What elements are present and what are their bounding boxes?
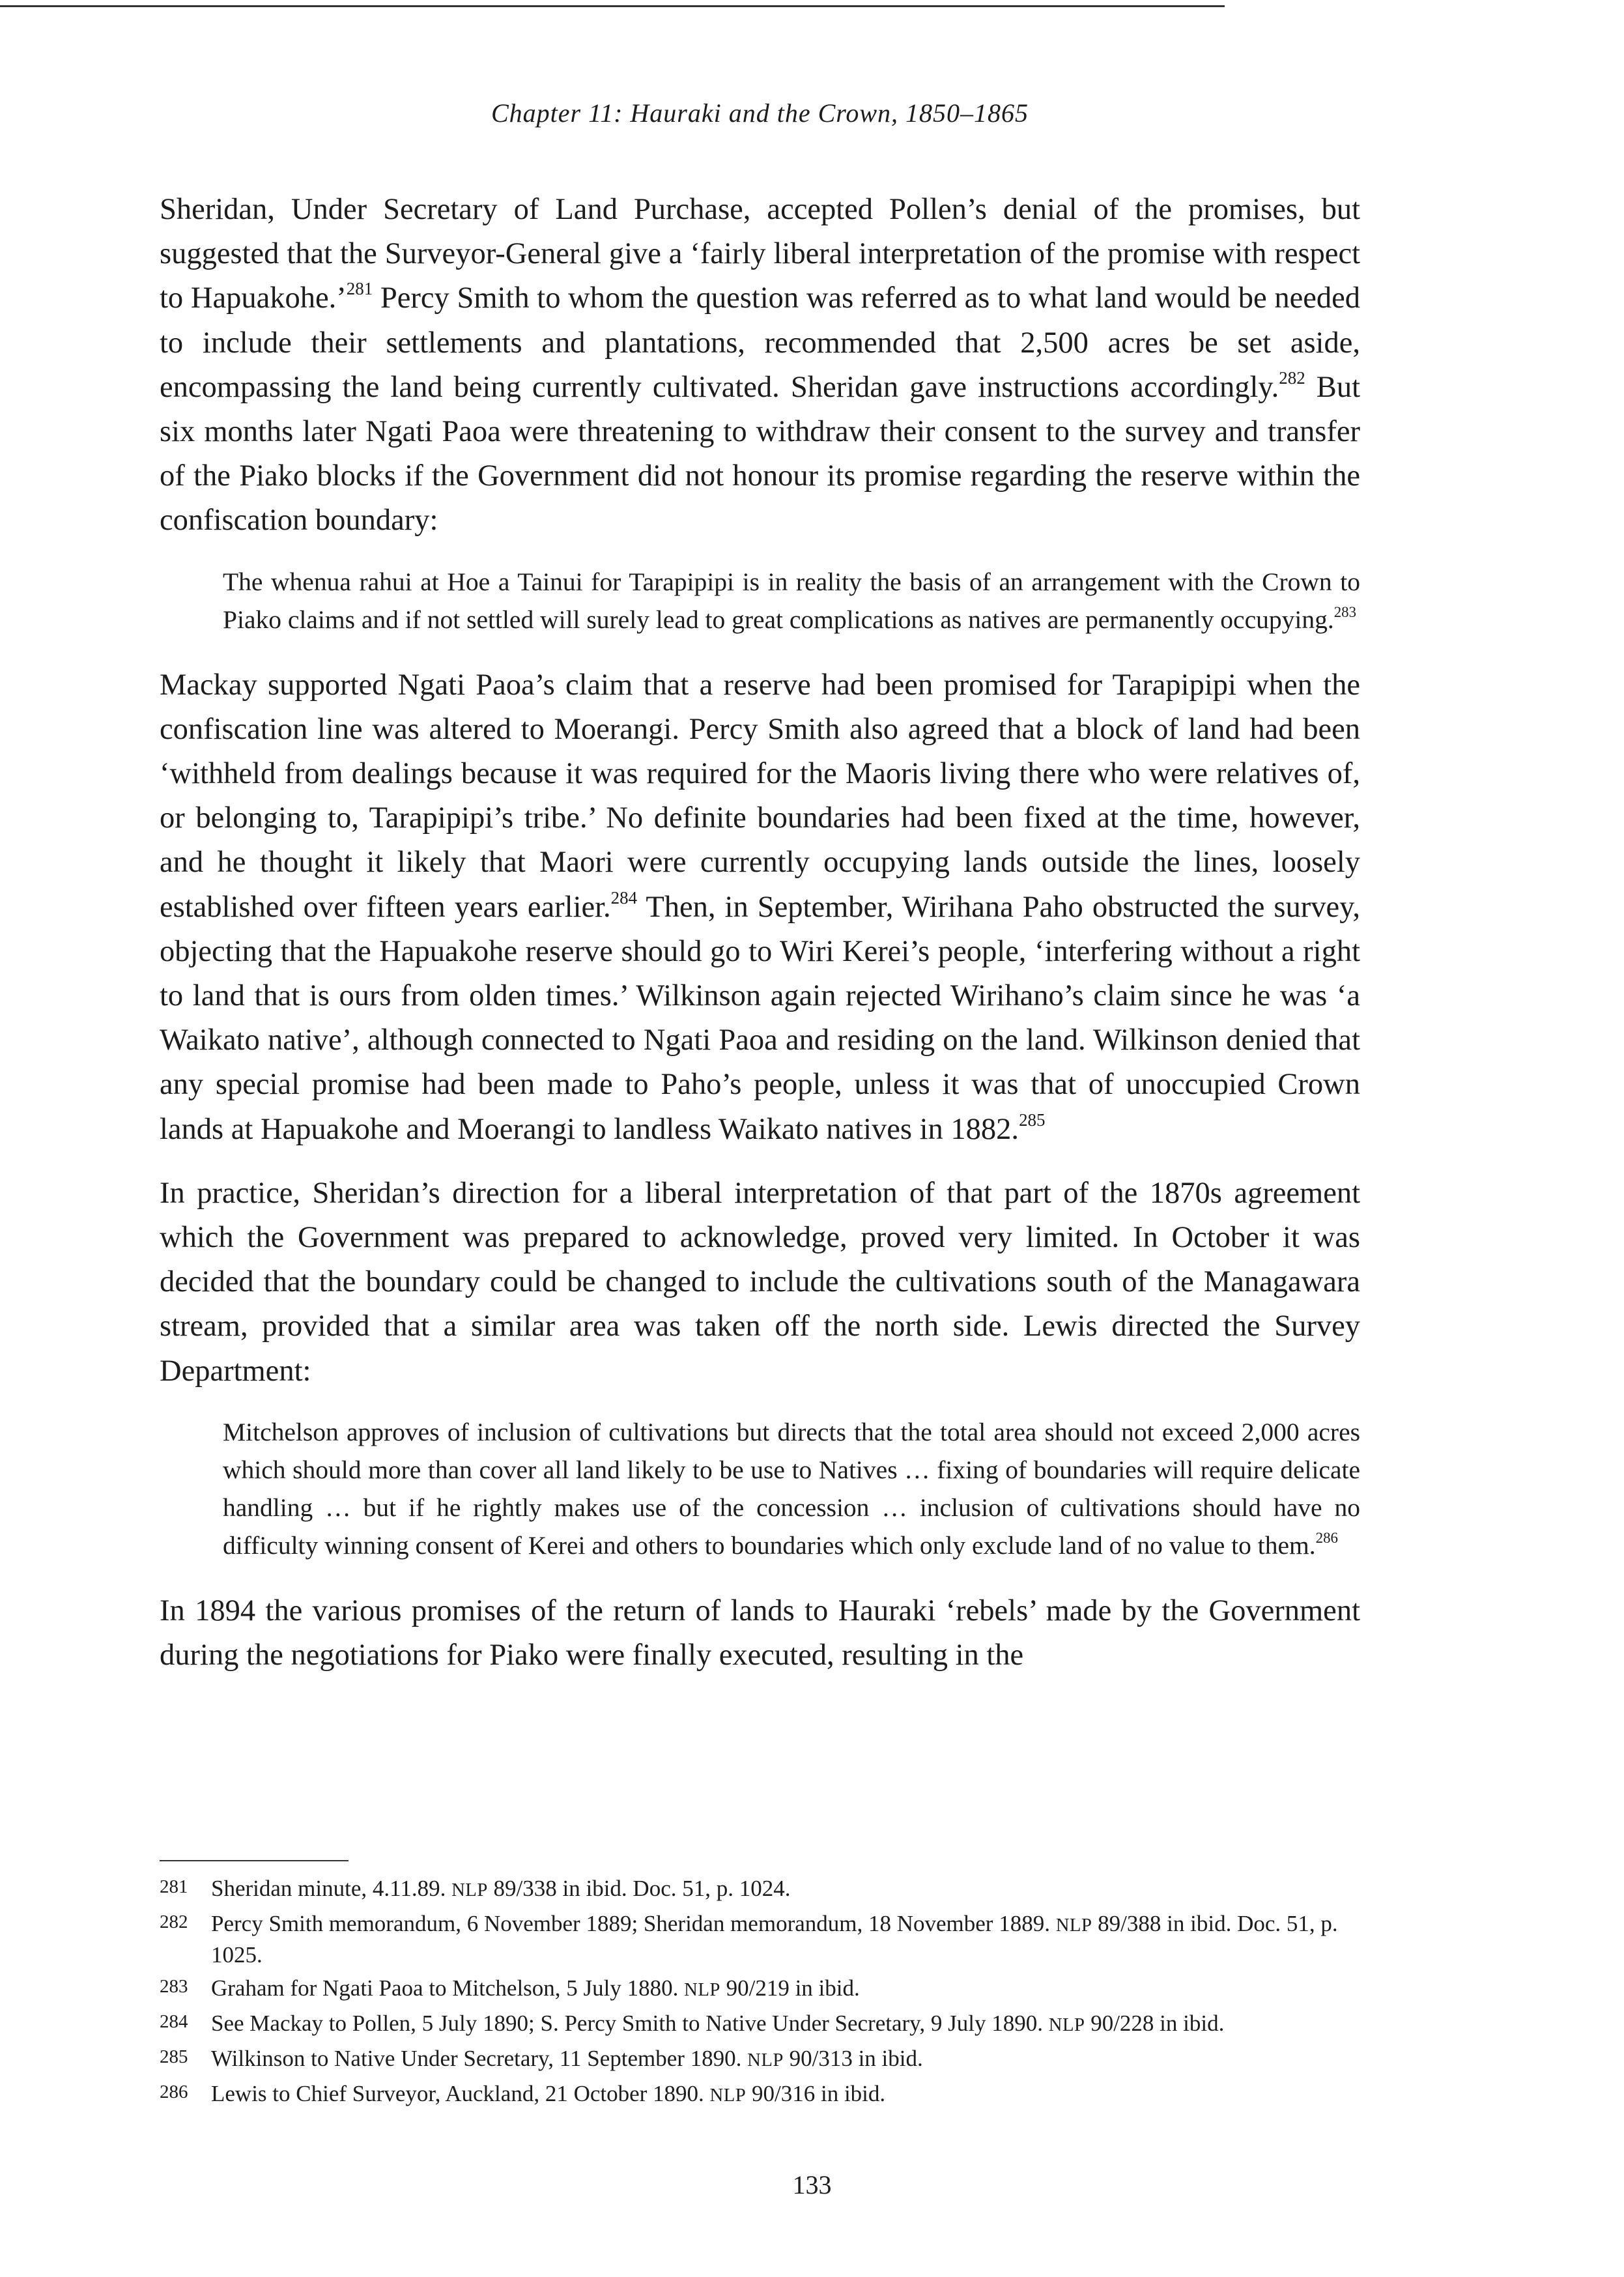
paragraph-1-text-a: Sheridan, Under Secretary of Land Purchase, accepted Pollen’s denial of the promises, but suggested that the Surveyor-General give a ‘fairly liberal interpretation of the promise with respect to Hapuakohe.’ <box>160 193 1360 315</box>
paragraph-3: In practice, Sheridan’s direction for a liberal interpretation of that part of the 1870s agreement which the Government was prepared to acknowledge, proved very limited. In October it was decided that the boundary could be changed to include the cultivations south of the Managawara stream, provided that a similar area was taken off the north side. Lewis directed the Survey Department: <box>160 1176 1360 1388</box>
block-quote-1-text: The whenua rahui at Hoe a Tainui for Tarapipipi is in reality the basis of an arrangement with the Crown to Piako claims and if not settled will surely lead to great complications as natives are permanently occupying. <box>223 567 1360 634</box>
paragraph-1 <box>160 188 1360 543</box>
footnote-archive-ref: NLP <box>684 1979 720 2000</box>
footnote-citation: Sheridan minute, 4.11.89. <box>211 1876 452 1901</box>
footnote-number: 283 <box>160 1976 188 1997</box>
top-border-rule <box>0 5 1225 7</box>
footnote-number: 282 <box>160 1912 188 1932</box>
paragraph-2-text-b: Then, in September, Wirihana Paho obstructed the survey, objecting that the Hapuakohe reserve should go to Wiri Kerei’s people, ‘interfering without a right to land that is ours from olden times.’ Wilkinson again rejected Wirihano’s claim since he was ‘a Waikato native’, although connected to Ngati Paoa and residing on the land. Wilkinson denied that any special promise had been made to Paho’s people, unless it was that of unoccupied Crown lands at Hapuakohe and Moerangi to landless Waikato natives in 1882. <box>160 890 1361 1146</box>
paragraph-1-text-c: But six months later Ngati Paoa were threatening to withdraw their consent to the survey and transfer of the Piako blocks if the Government did not honour its promise regarding the reserve within the confiscation boundary: <box>160 370 1360 537</box>
footnote-citation-end: 90/316 in ibid. <box>746 2081 886 2106</box>
footnote-ref-281[interactable]: 281 <box>346 279 373 299</box>
footnote-ref-283[interactable]: 283 <box>1333 603 1357 620</box>
footnote-citation: Wilkinson to Native Under Secretary, 11 September 1890. <box>211 2046 748 2071</box>
body-text <box>160 188 1360 1697</box>
footnote-number: 284 <box>160 2011 188 2032</box>
footnote-284 <box>160 2009 1360 2040</box>
footnote-archive-ref: NLP <box>747 2050 784 2070</box>
footnote-citation-end: 89/338 in ibid. Doc. 51, p. 1024. <box>487 1876 791 1901</box>
footnote-archive-ref: NLP <box>1048 2014 1085 2035</box>
footnote-number: 285 <box>160 2046 188 2067</box>
footnote-citation: Percy Smith memorandum, 6 November 1889; Sheridan memorandum, 18 November 1889. <box>211 1911 1056 1936</box>
page-number: 133 <box>792 2170 832 2199</box>
footnotes <box>160 1874 1360 2114</box>
footnote-text <box>211 2009 1360 2040</box>
footnote-ref-282[interactable]: 282 <box>1279 367 1305 388</box>
footnote-citation-end: 90/219 in ibid. <box>720 1975 860 2001</box>
footnote-text <box>211 1973 1360 2005</box>
footnote-text <box>211 1909 1360 1969</box>
paragraph-2-text-a: Mackay supported Ngati Paoa’s claim that a reserve had been promised for Tarapipipi when the confiscation line was altered to Moerangi. Percy Smith also agreed that a block of land had been ‘withheld from dealings because it was required for the Maoris living there who were relatives of, or belonging to, Tarapipipi’s tribe.’ No definite boundaries had been fixed at the time, however, and he thought it likely that Maori were currently occupying lands outside the lines, loosely established over fifteen years earlier. <box>160 668 1360 924</box>
footnote-285 <box>160 2044 1360 2075</box>
footnote-number: 281 <box>160 1876 188 1897</box>
block-quote-2-text: Mitchelson approves of inclusion of cultivations but directs that the total area should not exceed 2,000 acres which should more than cover all land likely to be use to Natives … fixing of boundaries will require delicate handling … but if he rightly makes use of the concession … inclusion of cultivations should have no difficulty winning consent of Kerei and others to boundaries which only exclude land of no value to them. <box>223 1417 1360 1560</box>
footnote-text <box>211 1874 1360 1905</box>
footnote-281 <box>160 1874 1360 1905</box>
footnote-archive-ref: NLP <box>709 2085 747 2106</box>
footnote-283 <box>160 1973 1360 2005</box>
footnote-citation-end: 90/313 in ibid. <box>783 2046 923 2071</box>
footnote-ref-286[interactable]: 286 <box>1315 1529 1338 1546</box>
footnote-citation: Lewis to Chief Surveyor, Auckland, 21 October 1890. <box>211 2081 710 2106</box>
footnote-citation-end: 89/388 in ibid. Doc. 51, p. 1025. <box>211 1911 1338 1968</box>
footnote-citation-end: 90/228 in ibid. <box>1085 2011 1225 2036</box>
footnote-286 <box>160 2079 1360 2110</box>
footnote-separator <box>160 1860 349 1861</box>
footnote-citation: See Mackay to Pollen, 5 July 1890; S. Percy Smith to Native Under Secretary, 9 July 1890. <box>211 2011 1049 2036</box>
footnote-ref-284[interactable]: 284 <box>610 887 638 908</box>
block-quote-1 <box>223 563 1360 638</box>
block-quote-2 <box>223 1413 1360 1564</box>
paragraph-4: In 1894 the various promises of the return of lands to Hauraki ‘rebels’ made by the Government during the negotiations for Piako were finally executed, resulting in the <box>160 1594 1360 1672</box>
footnote-text <box>211 2079 1360 2110</box>
footnote-archive-ref: NLP <box>1055 1915 1092 1936</box>
footnote-number: 286 <box>160 2082 188 2102</box>
running-head: Chapter 11: Hauraki and the Crown, 1850–1865 <box>491 98 1029 128</box>
footnote-citation: Graham for Ngati Paoa to Mitchelson, 5 July 1880. <box>211 1975 685 2001</box>
paragraph-1-text-b: Percy Smith to whom the question was referred as to what land would be needed to include their settlements and plantations, recommended that 2,500 acres be set aside, encompassing the land being currently cultivated. Sheridan gave instructions accordingly. <box>160 281 1361 404</box>
footnote-archive-ref: NLP <box>451 1880 488 1900</box>
footnote-282 <box>160 1909 1360 1969</box>
paragraph-2 <box>160 663 1360 1152</box>
footnote-text <box>211 2044 1360 2075</box>
footnote-ref-285[interactable]: 285 <box>1019 1110 1046 1130</box>
